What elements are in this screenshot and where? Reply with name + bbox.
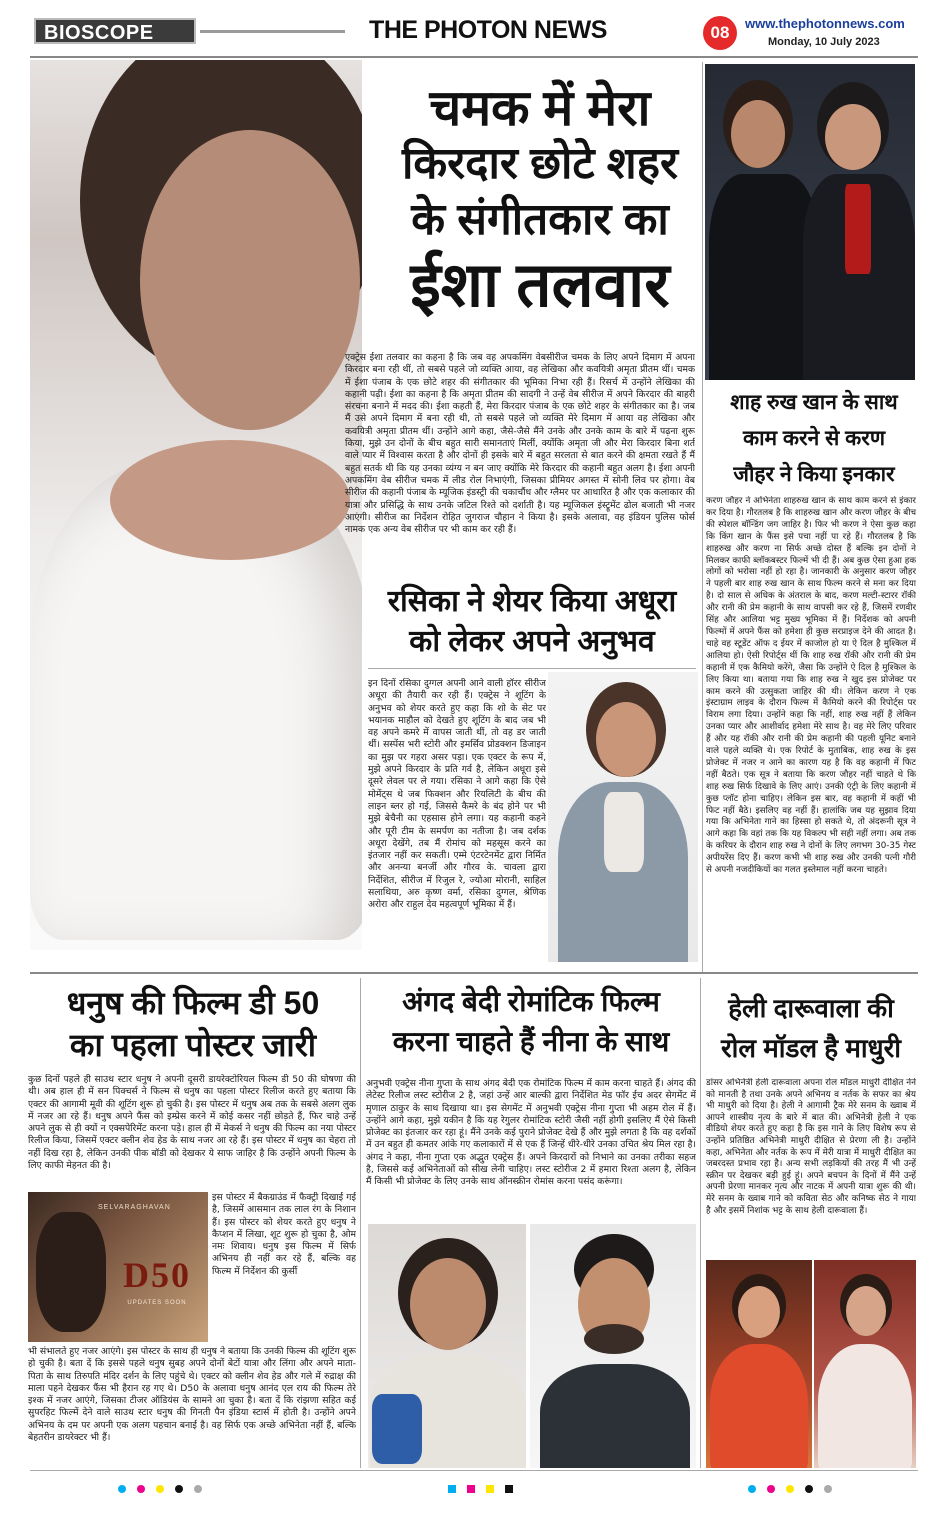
magenta-dot bbox=[137, 1485, 145, 1493]
registration-marks-center bbox=[445, 1478, 516, 1486]
srk-headline-line2: काम करने से करण bbox=[742, 427, 886, 450]
dhanush-headline-line1: धनुष की फिल्म डी 50 bbox=[66, 985, 320, 1021]
rasika-headline-line1: रसिका ने शेयर किया अधूरा bbox=[387, 585, 677, 618]
photo-face-shape bbox=[825, 104, 881, 170]
dhanush-headline-line2: का पहला पोस्टर जारी bbox=[69, 1027, 317, 1063]
lead-headline bbox=[380, 80, 700, 324]
cyan-square bbox=[448, 1485, 456, 1493]
column-separator bbox=[700, 978, 701, 1468]
photo-face-shape bbox=[596, 702, 656, 777]
angad-story-body: अनुभवी एक्ट्रेस नीना गुप्ता के साथ अंगद बेदी एक रोमांटिक फिल्म में काम करना चाहते हैं। अंगद की लेटेस्ट रिलीज लस्ट स्टोरीज 2 है, जहां उन्हें आर बाल्की द्वारा निर्देशित मेड फॉर ईच अदर सेगमेंट में मृणाल ठाकुर के साथ दिखाया था। इस सेगमेंट में अनुभवी एक्ट्रेस नीना गुप्ता भी अहम रोल में हैं। उन्होंने आगे कहा, मुझे यकीन है कि यह रेगुलर रोमांटिक स्टोरी जैसी नहीं होगी इसलिए मैं ऐसे किसी प्रोजेक्ट का इंतजार कर रहा हूं। मैंने उनके कई पुराने प्रोजेक्ट देखे हैं और मुझे लगता है कि वह दर्शकों में उन बहुत ही कमतर आंके गए कलाकारों में से एक हैं जिन्हें धीरे-धीरे उनका उचित श्रेय मिल रहा है। अंगद ने कहा, नीना गुप्ता एक अद्भुत एक्ट्रेस हैं। अपने किरदारों को निभाने का उनका तरीका सहज है, जिससे कई अभिनेताओं को सीख लेनी चाहिए। लस्ट स्टोरीज 2 में हमारा रिश्ता अलग है, लेकिन मैं किसी भी प्रोजेक्ट के लिए उनके साथ ऑनस्क्रीन रोमांस करना पसंद करूंगा। bbox=[366, 1078, 696, 1188]
srk-story-body: करण जौहर ने अभिनेता शाहरुख खान के साथ काम करने से इंकार कर दिया है। गौरतलब है कि शाहरुख खान और करण जौहर के बीच की स्पेशल बॉन्डिंग जग जाहिर है। फिर भी करण ने ऐसा कुछ कहा कि किंग खान के फैंस इसे पचा नहीं पा रहे हैं। गौरतलब है कि शाहरुख और करण ना सिर्फ अच्छे दोस्त हैं बल्कि इन दोनों ने मिलकर काफी ब्लॉकबस्टर फिल्में भी दी हैं। अब कुछ ऐसा हुआ हक लोगों को भरोसा नहीं हो रहा है। जानकारी के अनुसार करण जौहर ने पहली बार शाह रुख खान के साथ फिल्म करने से मना कर दिया है। दो साल से अधिक के अंतराल के बाद, करण मल्टी-स्टारर रॉकी और रानी की प्रेम कहानी के साथ वापसी कर रहे हैं, जिसमें रणवीर सिंह और आलिया भट्ट मुख्य भूमिका में हैं। निर्देशक को अपनी फिल्मों में अपने फैंस को हमेशा ही कुछ सरप्राइज देने की आदत है। चाहे वह स्टूडेंट ऑफ द ईयर में काजोल हो या ऐ दिल है मुश्किल में आलिया हो। ऐसी रिपोर्ट्स थीं कि शाह रुख रॉकी और रानी की प्रेम कहानी में एक कैमियो करेंगे, जैसा कि उन्होंने ऐ दिल है मुश्किल के लिए किया था। बताया गया कि शाह रुख ने खुद इस प्रोजेक्ट पर काम करने की उत्सुकता जाहिर की थी। लेकिन करण ने एक इंस्टाग्राम लाइव के दौरान फिल्म में कैमियो करने की रिपोर्ट्स पर विराम लगा दिया। उन्होंने कहा कि नहीं, शाह रुख नहीं हैं लेकिन उनका प्यार और आशीर्वाद हमेशा मेरे साथ है। वह मेरे लिए परिवार हैं और यह रॉकी और रानी की प्रेम कहानी की पहली यूनिट बनाने वाले पहले व्यक्ति थे। एक रिपोर्ट के मुताबिक, शाह रुख के इस प्रोजेक्ट में नजर न आने का कारण यह है कि वह कहानी में फिट नहीं बैठते। एक सूत्र ने बताया कि करण जौहर नहीं चाहते थे कि शाह रुख सिर्फ दिखावे के लिए आएं। उनकी एंट्री के लिए कहानी में कुछ प्लॉट होना चाहिए। लेकिन इस बार, वह कहानी में कहीं भी फिट नहीं बैठे। इसलिए वह नहीं हैं। हालांकि जब यह सुझाव दिया गया कि अभिनेता गाने का हिस्सा हो सकते थे, तो अंदरूनी सूत्र ने आगे कहा कि वहां तक कि यह विकल्प भी सही नहीं लगा। अब तक के करियर के दौरान शाह रुख ने दोनों के लिए लगभग 30-35 गेस्ट अपीयरेंस दिए हैं। करण कभी भी शाह रुख और उनकी पत्नी गौरी से अपनी नजदीकियों का गलत इस्तेमाल नहीं करना चाहते। bbox=[706, 496, 916, 876]
madhuri-dixit-photo bbox=[706, 1260, 812, 1468]
footer-rule bbox=[30, 1470, 918, 1471]
rasika-headline bbox=[362, 582, 702, 662]
srk-headline-line3: जौहर ने किया इनकार bbox=[733, 463, 895, 486]
black-square bbox=[505, 1485, 513, 1493]
magenta-dot bbox=[767, 1485, 775, 1493]
cyan-dot bbox=[748, 1485, 756, 1493]
section-tag: BIOSCOPE bbox=[34, 18, 196, 44]
black-dot bbox=[805, 1485, 813, 1493]
photo-beard-shape bbox=[584, 1324, 644, 1354]
poster-figure-shape bbox=[36, 1212, 106, 1332]
column-separator bbox=[702, 62, 703, 972]
lead-headline-line3: के संगीतकार का bbox=[411, 195, 669, 244]
photo-shirt-shape bbox=[540, 1364, 690, 1468]
srk-karan-photo bbox=[705, 64, 915, 380]
photo-face-shape bbox=[731, 100, 785, 168]
photo-red-shirt-shape bbox=[845, 184, 871, 274]
gray-dot bbox=[824, 1485, 832, 1493]
black-dot bbox=[175, 1485, 183, 1493]
lead-headline-name: ईशा तलवार bbox=[410, 251, 670, 320]
srk-headline-line1: शाह रुख खान के साथ bbox=[730, 391, 898, 414]
dhanush-story-body-bottom: भी संभालते हुए नजर आएंगे। इस पोस्टर के साथ ही धनुष ने बताया कि उनकी फिल्म की शूटिंग शुरू हो चुकी है। बता दें कि इससे पहले धनुष सुबह अपने दोनों बेटों यात्रा और लिंगा और अपने माता-पिता के साथ तिरुपति मंदिर दर्शन के लिए पहुंचे थे। एक्टर को क्लीन शेव हेड और गले में रुद्राक्ष की माला पहने देखकर फैंस भी हैरान रह गए थे। D50 के अलावा धनुष आनंद एल राय की फिल्म तेरे इश्क में नजर आएंगे, जिसका टीजर ऑडियंस के सामने आ चुका है। बता दें कि रांझणा सहित कई सुपरहिट फिल्में देने वाले साउथ स्टार धनुष की गिनती पैन इंडिया स्टार्स में होती है। उन्होंने अपने अभिनय के दम पर अपनी एक अलग पहचान बनाई है। वह सिर्फ एक अच्छे अभिनेता नहीं हैं, बल्कि बेहतरीन डायरेक्टर भी हैं। bbox=[28, 1346, 356, 1444]
newspaper-masthead: THE PHOTON NEWS bbox=[369, 16, 607, 44]
angad-bedi-photo bbox=[530, 1224, 696, 1468]
rasika-headline-line2: को लेकर अपने अनुभव bbox=[409, 625, 655, 658]
photo-top-shape bbox=[604, 792, 644, 872]
angad-headline-line2: करना चाहते हैं नीना के साथ bbox=[392, 1026, 670, 1057]
heli-headline-line1: हेली दारूवाला की bbox=[728, 993, 894, 1023]
page-number-badge: 08 bbox=[703, 16, 737, 50]
photo-shoulder-shape bbox=[110, 440, 350, 560]
poster-title: D50 bbox=[123, 1255, 191, 1295]
issue-date: Monday, 10 July 2023 bbox=[768, 36, 880, 48]
website-link[interactable]: www.thephotonnews.com bbox=[745, 16, 905, 31]
rasika-duggal-photo bbox=[548, 672, 698, 962]
header-divider bbox=[200, 30, 345, 33]
angad-headline bbox=[364, 982, 698, 1062]
lead-photo-isha-talwar bbox=[30, 60, 362, 950]
section-rule bbox=[30, 972, 918, 974]
poster-subtitle: UPDATES SOON bbox=[127, 1300, 187, 1306]
photo-costume-shape bbox=[818, 1344, 912, 1468]
srk-headline bbox=[708, 385, 920, 493]
photo-face-shape bbox=[738, 1286, 780, 1338]
dhanush-story-body-top: कुछ दिनों पहले ही साउथ स्टार धनुष ने अपनी दूसरी डायरेक्टोरियल फिल्म डी 50 की घोषणा की थी। अब हाल ही में सन पिक्चर्स ने फिल्म से धनुष का पहला पोस्टर रिलीज करते हुए बताया कि एक्टर की आगामी मूवी की शूटिंग शुरू हो चुकी है। इस पोस्टर में धनुष अब तक के सबसे अलग लुक में नजर आ रहे हैं। धनुष अपने फैंस को इम्प्रेस करने में कोई कसर नहीं छोड़ते हैं, फिर चाहे उन्हें अपने लुक से ही क्यों न एक्सपेरिमेंट करना पड़े। हाल ही में मेकर्स ने धनुष की फिल्म का नया पोस्टर रिलीज किया, जिसमें एक्टर क्लीन शेव हेड के साथ नजर आ रहे हैं। इस पोस्टर में धनुष का चेहरा तो नहीं दिख रहा है, लेकिन उनकी पीक बॉडी को देखकर ये साफ जाहिर है कि उन्होंने अपनी फिल्म के लिए काफी मेहनत की है। bbox=[28, 1074, 356, 1172]
magenta-square bbox=[467, 1485, 475, 1493]
heli-story-body: डांसर अभिनेत्री हेली दारूवाला अपना रोल मॉडल माधुरी दीक्षित नेने को मानती है तथा उनके अपने अभिनय व नर्तक के सफर का श्रेय भी माधुरी को दिया है। हेली ने आगामी ट्रैक मेरे सनम के ख्वाब में आपने शास्त्रीय नृत्य के बारे में बात की। अभिनेत्री हेली ने एक वीडियो शेयर करते हुए कहा है कि इस गाने के लिए विशेष रूप से उन्होंने प्रतिष्ठित अभिनेत्री माधुरी दीक्षित से प्रेरणा ली है। उन्होंने कहा, अभिनेता और नर्तक के रूप में मेरी यात्रा में माधुरी दीक्षित का जबरदस्त प्रभाव रहा है। अन्य सभी लड़कियों की तरह मैं भी उन्हें स्क्रीन पर देखकर बड़ी हुई हूं। अपने बचपन के दिनों में मैंने उन्हें अपनी प्रेरणा मानकर नृत्य और नाटक में अपनी यात्रा शुरू की थी। मेरे सनम के ख्वाब गाने को कविता सेठ और कनिष्क सेठ ने गाया है और इसमें निशांक भट्ट के साथ हेली दारूवाला हैं। bbox=[706, 1078, 916, 1216]
registration-marks-right bbox=[745, 1478, 835, 1486]
cyan-dot bbox=[118, 1485, 126, 1493]
yellow-dot bbox=[156, 1485, 164, 1493]
lead-story-body: एक्ट्रेस ईशा तलवार का कहना है कि जब वह अपकमिंग वेबसीरीज चमक के लिए अपने दिमाग में अपना किरदार बना रही थीं, तो सबसे पहले जो व्यक्ति आया, वह लेखिका और कवयित्री अमृता प्रीतम थीं। चमक में ईशा पंजाब के एक छोटे शहर की संगीतकार की भूमिका निभा रही हैं। रिसर्च में उन्होंने लेखिका की कहानी पढ़ी। ईशा का कहना है कि अमृता प्रीतम की सादगी ने उन्हें वेब सीरीज में अपने किरदार की बाहरी संरचना बनाने में मदद की। ईशा कहती हैं, मेरा किरदार पंजाब के एक छोटे शहर के संगीतकार का है। जब मैं उसे अपने दिमाग में बना रही थी, तो सबसे पहले जो व्यक्ति मेरे दिमाग में आया वह लेखिका और कवयित्री अमृता प्रीतम थीं। उन्होंने आगे कहा, जैसे-जैसे मैंने उनके और उनके काम के बारे में पढ़ना शुरू किया, मुझे उन दोनों के बीच बहुत सारी समानताएं मिलीं, क्योंकि अमृता जी और मेरा किरदार बिना शर्त वाले प्यार में विश्वास करता है और दोनों ही इसके बारे में बहुत सरलता से बात करने की क्षमता रखते हैं मैं बहुत सतर्क थी कि यह उनका व्यंग्य न बन जाए क्योंकि मेरे किरदार की कहानी बहुत अलग है। ईशा अपनी अपकमिंग वेब सीरीज चमक में लीड रोल निभाएंगी, जिसका प्रीमियर अगस्त में सोनी लिव पर होगा। वेब सीरीज की कहानी पंजाब के म्यूजिक इंडस्ट्री की चकाचौंध और ग्लैमर पर आधारित है और एक कलाकार की यात्रा और प्रसिद्धि के साथ उनके जटिल रिश्ते को दर्शाती है। यह म्यूजिकल इंस्ट्रूमेंट ढोल बजाती भी नजर आएंगी। सीरीज का निर्देशन रोहित जुगराज चौहान ने किया है। इसके अलावा, वह इंडियन पुलिस फोर्स नामक एक अन्य वेब सीरीज पर भी काम कर रही हैं। bbox=[345, 352, 695, 536]
lead-headline-line1: चमक में मेरा bbox=[429, 80, 651, 136]
dhanush-headline bbox=[28, 982, 358, 1066]
photo-face-shape bbox=[410, 1258, 486, 1350]
photo-face-shape bbox=[846, 1286, 886, 1336]
photo-face-shape bbox=[140, 130, 360, 430]
dhanush-story-body-side: इस पोस्टर में बैकग्राउंड में फैक्ट्री दिखाई गई है, जिसमें आसमान तक लाल रंग के निशान हैं। इस पोस्टर को शेयर करते हुए धनुष ने कैप्शन में लिखा, शूट शुरू हो चुका है, ओम नमः शिवाय। धनुष इस फिल्म में सिर्फ अभिनय ही नहीं कर रहे हैं, बल्कि वह फिल्म में निर्देशन की कुर्सी bbox=[212, 1192, 356, 1277]
d50-poster bbox=[28, 1192, 208, 1342]
photo-costume-shape bbox=[710, 1344, 808, 1468]
yellow-dot bbox=[786, 1485, 794, 1493]
gray-dot bbox=[194, 1485, 202, 1493]
yellow-square bbox=[486, 1485, 494, 1493]
lead-headline-line2: किरदार छोटे शहर bbox=[401, 139, 679, 188]
neena-gupta-photo bbox=[368, 1224, 526, 1468]
heli-daruwala-photo bbox=[814, 1260, 916, 1468]
poster-credit: SELVARAGHAVAN bbox=[98, 1204, 171, 1211]
column-separator bbox=[360, 978, 361, 1468]
photo-bangles-shape bbox=[372, 1394, 422, 1464]
rasika-rule bbox=[368, 668, 696, 669]
registration-marks-left bbox=[115, 1478, 205, 1486]
heli-headline-line2: रोल मॉडल है माधुरी bbox=[721, 1033, 901, 1063]
header-rule bbox=[30, 56, 918, 58]
angad-headline-line1: अंगद बेदी रोमांटिक फिल्म bbox=[402, 986, 660, 1017]
rasika-story-body: इन दिनों रसिका दुग्गल अपनी आने वाली हॉरर सीरीज अधूरा की तैयारी कर रही हैं। एक्ट्रेस ने शूटिंग के अनुभव को शेयर करते हुए कहा कि शो के सेट पर भयानक माहौल को देखते हुए शूटिंग के बाद जब भी वह अपने कमरे में वापस जाती थीं, तो वह डर जाती थीं। सस्पेंस भरी स्टोरी और इमर्सिव प्रोडक्शन डिजाइन का मुझ पर गहरा असर पड़ा। एक एक्टर के रूप में, मुझे अपने किरदार के प्रति गर्व है, लेकिन अधूरा इसे दूसरे लेवल पर ले गया। रसिका ने आगे कहा कि ऐसे मोमेंट्स थे जब फिक्शन और रियलिटी के बीच की लाइन ब्लर हो गई, जिससे कैमरे के बंद होने पर भी मुझे बेचैनी का एहसास होने लगा। यह कहानी कहने और पूरी टीम के समर्पण का नतीजा है। जब दर्शक अधूरा देखेंगे, तब मैं रोमांच को महसूस करने का इंतजार नहीं कर सकती। एम्मे एंटरटेनमेंट द्वारा निर्मित और अनन्या बनर्जी और गौरव के. चावला द्वारा निर्देशित, सीरीज में रिजुल रे, ज्योआ मोरानी, साहिल सलाथिया, अरु कृष्ण वर्मा, रसिका दुग्गल, श्रेणिक अरोरा और राहुल देव महत्वपूर्ण भूमिका में हैं। bbox=[368, 678, 546, 911]
heli-headline bbox=[704, 988, 918, 1068]
